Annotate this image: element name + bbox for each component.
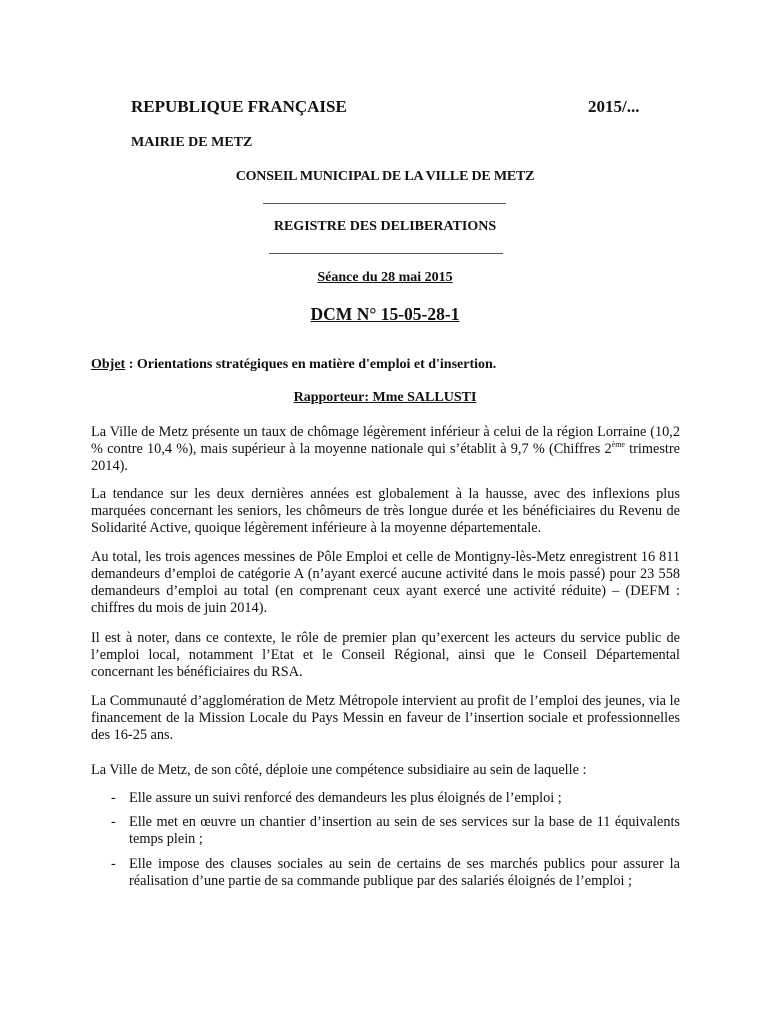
bullet-marker: - — [111, 856, 116, 872]
paragraph-2: La tendance sur les deux dernières années est globalement à la hausse, avec des inflexions plus marquées concernant les seniors, les chômeurs de très longue durée et les bénéficiaires du Revenu de Solidarité Active, quoique légèrement inférieure à la moyenne départementale. — [91, 486, 680, 536]
dcm-number: DCM N° 15-05-28-1 — [310, 304, 460, 324]
divider — [269, 253, 503, 254]
bullet-marker: - — [111, 814, 116, 830]
paragraph-1 — [91, 424, 680, 475]
subject-label: Objet — [91, 357, 126, 372]
paragraph-1-end: trimestre 2014). — [91, 441, 680, 474]
superscript: ème — [611, 440, 625, 449]
subject-text: : Orientations stratégiques en matière d'emploi et d'insertion. — [125, 357, 497, 372]
list-item-text: Elle impose des clauses sociales au sein de certains de ses marchés publics pour assurer la réalisation d’une partie de sa commande publique par des salariés éloignés de l’emploi ; — [129, 856, 680, 889]
mairie-heading: MAIRIE DE METZ — [131, 135, 253, 150]
paragraph-4: Il est à noter, dans ce contexte, le rôle de premier plan qu’exercent les acteurs du service public de l’emploi local, notamment l’Etat et le Conseil Régional, ainsi que le Conseil Départemental concernant les bénéficiaires du RSA. — [91, 630, 680, 680]
council-heading: CONSEIL MUNICIPAL DE LA VILLE DE METZ — [235, 169, 535, 184]
republic-heading: REPUBLIQUE FRANÇAISE — [131, 97, 347, 116]
list-item-text: Elle met en œuvre un chantier d’insertion au sein de ses services sur la base de 11 équivalents temps plein ; — [129, 814, 680, 847]
session-date: Séance du 28 mai 2015 — [317, 270, 453, 285]
list-item-text: Elle assure un suivi renforcé des demandeurs les plus éloignés de l’emploi ; — [129, 790, 562, 806]
bullet-marker: - — [111, 790, 116, 806]
paragraph-1-text: La Ville de Metz présente un taux de chômage légèrement inférieur à celui de la région Lorraine (10,2 % contre 10,4 %), mais supérieur à la moyenne nationale qui s’établit à 9,7 % (Chiffres 2 — [91, 424, 680, 457]
paragraph-3: Au total, les trois agences messines de Pôle Emploi et celle de Montigny-lès-Metz enregistrent 16 811 demandeurs d’emploi de catégorie A (n’ayant exercé aucune activité dans le mois passé) pour 23 558 demandeurs d’emploi au total (en comprenant ceux ayant exercé une activité réduite) – (DEFM : chiffres du mois de juin 2014). — [91, 549, 680, 616]
subject-line — [91, 357, 496, 373]
reference-number: 2015/... — [588, 97, 640, 116]
paragraph-5: La Communauté d’agglomération de Metz Métropole intervient au profit de l’emploi des jeunes, via le financement de la Mission Locale du Pays Messin en faveur de l’insertion sociale et professionnelles des 16-25 ans. — [91, 693, 680, 743]
divider — [263, 203, 506, 204]
paragraph-6: La Ville de Metz, de son côté, déploie une compétence subsidiaire au sein de laquelle : — [91, 762, 587, 778]
register-heading: REGISTRE DES DELIBERATIONS — [273, 219, 497, 234]
rapporteur: Rapporteur: Mme SALLUSTI — [293, 390, 477, 405]
